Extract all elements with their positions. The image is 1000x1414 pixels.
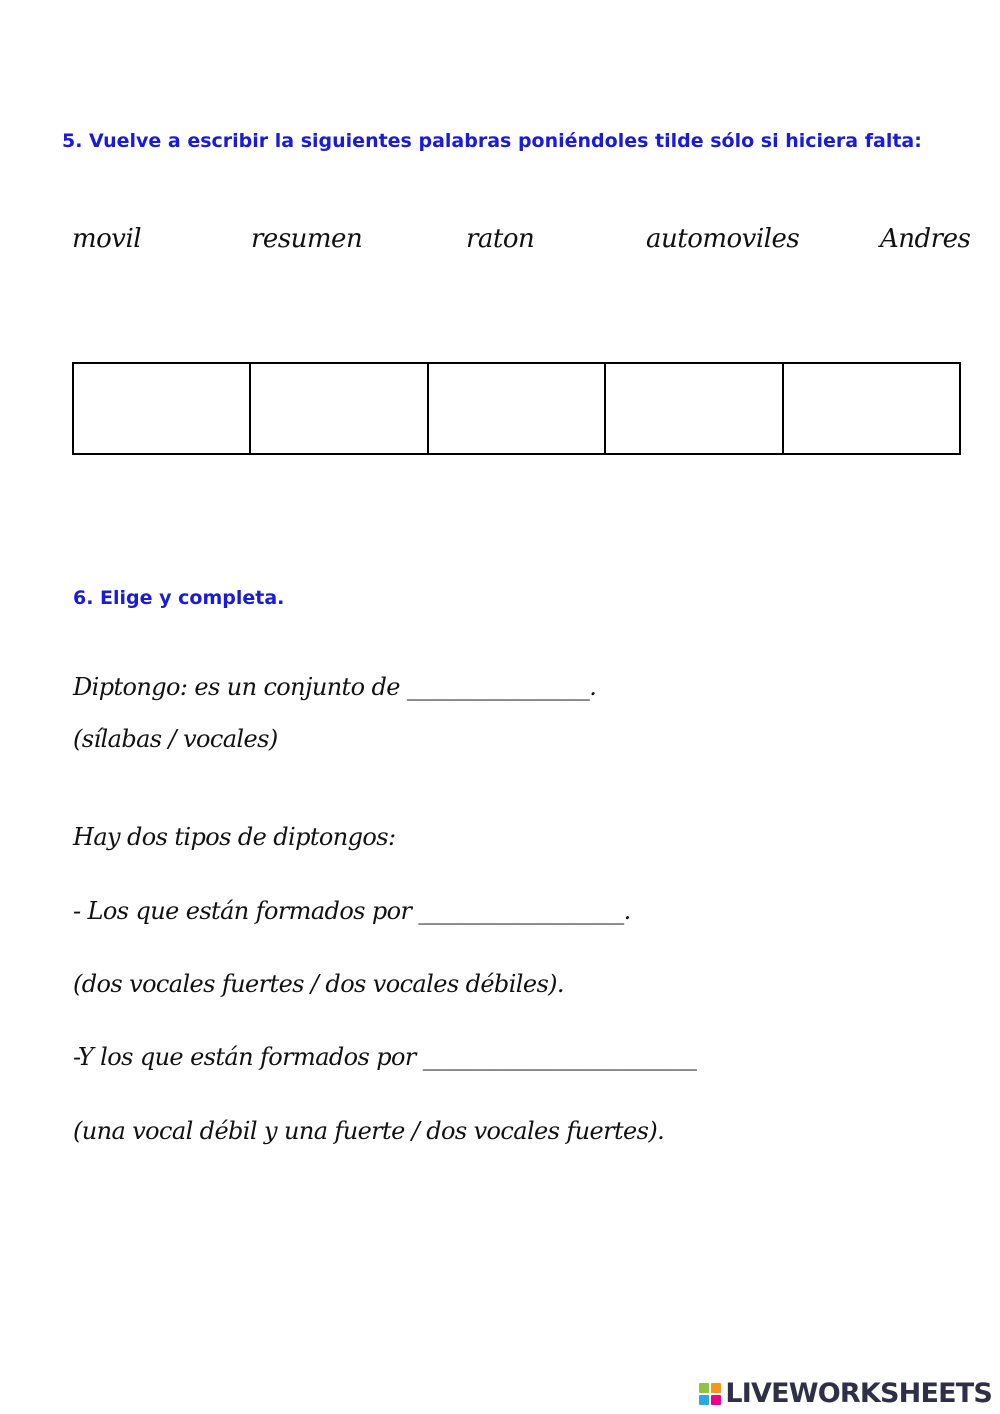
question-5-title: 5. Vuelve a escribir la siguientes palabras poniéndoles tilde sólo si hiciera falta:	[62, 130, 922, 152]
word-resumen: resumen	[251, 224, 363, 254]
logo-square-orange	[711, 1383, 721, 1393]
type-two-sentence: -Y los que están formados por ________________________	[73, 1043, 697, 1071]
logo-text: LIVEWORKSHEETS	[725, 1378, 992, 1409]
answer-input-3[interactable]	[429, 364, 604, 453]
answer-input-2[interactable]	[251, 364, 426, 453]
diptongo-options: (sílabas / vocales)	[73, 725, 278, 753]
answer-input-5[interactable]	[784, 364, 959, 453]
type-one-sentence: - Los que están formados por __________________.	[73, 897, 631, 925]
answer-cell-3	[428, 363, 605, 454]
question-6-title: 6. Elige y completa.	[73, 587, 285, 609]
answer-input-4[interactable]	[606, 364, 781, 453]
answer-cell-1	[73, 363, 250, 454]
answer-cell-5	[783, 363, 960, 454]
type-two-options: (una vocal débil y una fuerte / dos vocales fuertes).	[73, 1117, 665, 1145]
answer-input-1[interactable]	[74, 364, 249, 453]
liveworksheets-logo-icon	[699, 1383, 721, 1405]
answer-cell-2	[250, 363, 427, 454]
word-andres: Andres	[880, 224, 971, 254]
diptongo-types-heading: Hay dos tipos de diptongos:	[73, 823, 396, 851]
liveworksheets-logo	[699, 1378, 992, 1409]
diptongo-definition: Diptongo: es un conjunto de ________________.	[73, 673, 597, 701]
logo-square-blue	[699, 1395, 709, 1405]
word-automoviles: automoviles	[646, 224, 800, 254]
answer-cell-4	[605, 363, 782, 454]
type-one-options: (dos vocales fuertes / dos vocales débiles).	[73, 970, 564, 998]
word-raton: raton	[466, 224, 535, 254]
logo-square-green	[699, 1383, 709, 1393]
logo-square-pink	[711, 1395, 721, 1405]
word-movil: movil	[72, 224, 142, 254]
answer-table	[72, 362, 961, 455]
